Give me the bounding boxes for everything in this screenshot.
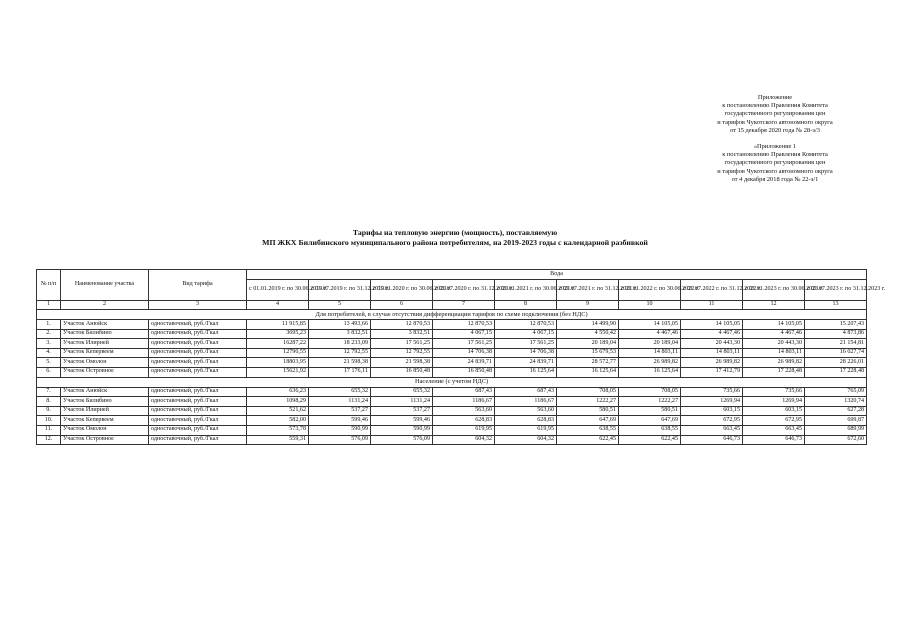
tariff-value-cell: 765,09 xyxy=(805,387,867,397)
tariff-value-cell: 14 803,11 xyxy=(619,348,681,358)
index-cell: 10 xyxy=(619,301,681,310)
row-number-cell: 1. xyxy=(37,320,61,330)
tariff-value-cell: 26 989,82 xyxy=(743,358,805,368)
tariff-value-cell: 16287,22 xyxy=(247,339,309,349)
tariff-value-cell: 689,99 xyxy=(805,425,867,435)
tariff-value-cell: 582,00 xyxy=(247,416,309,426)
header-row-top xyxy=(37,270,867,280)
section-title-2: Население (с учетом НДС) xyxy=(37,377,867,387)
tariff-value-cell: 16 027,74 xyxy=(805,348,867,358)
tariff-value-cell: 21 598,38 xyxy=(371,358,433,368)
site-name-cell: Участок Анюйск xyxy=(61,387,149,397)
tariff-value-cell: 28 226,01 xyxy=(805,358,867,368)
site-name-cell: Участок Островное xyxy=(61,367,149,377)
tariff-value-cell: 14 499,90 xyxy=(557,320,619,330)
site-name-cell: Участок Островное xyxy=(61,435,149,445)
tariff-value-cell: 12790,55 xyxy=(247,348,309,358)
title-line-2: МП ЖКХ Билибинского муниципального района потребителям, на 2019-2023 годы с календарной разбивкой xyxy=(262,237,648,247)
tariff-value-cell: 646,73 xyxy=(681,435,743,445)
tariff-value-cell: 521,62 xyxy=(247,406,309,416)
tariff-value-cell: 604,32 xyxy=(495,435,557,445)
row-number-cell: 4. xyxy=(37,348,61,358)
tariff-value-cell: 599,46 xyxy=(371,416,433,426)
header-period: с 01.01.2023 г. по 30.06.2023 г. xyxy=(743,280,805,301)
index-cell: 11 xyxy=(681,301,743,310)
appendix-line: и тарифов Чукотского автономного округа xyxy=(717,118,833,126)
site-name-cell: Участок Омолон xyxy=(61,425,149,435)
tariff-value-cell: 11 915,85 xyxy=(247,320,309,330)
header-period: с 01.01.2022 г. по 30.06.2022 г. xyxy=(619,280,681,301)
section-row-2 xyxy=(37,377,867,387)
table-row xyxy=(37,329,867,339)
row-number-cell: 7. xyxy=(37,387,61,397)
tariff-value-cell: 627,28 xyxy=(805,406,867,416)
header-period: с 01.01.2019 г. по 30.06.2019 г. xyxy=(247,280,309,301)
tariff-value-cell: 12 870,53 xyxy=(495,320,557,330)
tariff-value-cell: 628,83 xyxy=(433,416,495,426)
header-period: с 01.07.2022 г. по 31.12.2022 г. xyxy=(681,280,743,301)
tariff-value-cell: 17 561,25 xyxy=(371,339,433,349)
tariff-type-cell: одноставочный, руб./Гкал xyxy=(149,397,247,407)
site-name-cell: Участок Омолон xyxy=(61,358,149,368)
row-number-cell: 5. xyxy=(37,358,61,368)
tariff-value-cell: 603,15 xyxy=(743,406,805,416)
tariff-value-cell: 18 233,09 xyxy=(309,339,371,349)
tariff-value-cell: 735,66 xyxy=(743,387,805,397)
tariff-type-cell: одноставочный, руб./Гкал xyxy=(149,406,247,416)
table-row xyxy=(37,320,867,330)
site-name-cell: Участок Илирней xyxy=(61,339,149,349)
header-name: Наименование участка xyxy=(61,270,149,301)
tariff-value-cell: 17 561,25 xyxy=(495,339,557,349)
index-cell: 8 xyxy=(495,301,557,310)
tariff-value-cell: 1186,67 xyxy=(495,397,557,407)
tariff-value-cell: 28 572,77 xyxy=(557,358,619,368)
tariff-value-cell: 708,05 xyxy=(557,387,619,397)
tariff-table xyxy=(36,269,886,445)
table-row xyxy=(37,339,867,349)
index-cell: 12 xyxy=(743,301,805,310)
appendix-block xyxy=(680,94,870,184)
table-row xyxy=(37,435,867,445)
tariff-value-cell: 599,46 xyxy=(309,416,371,426)
tariff-type-cell: одноставочный, руб./Гкал xyxy=(149,339,247,349)
header-period: с 01.07.2019 г. по 31.12.2019 г. xyxy=(309,280,371,301)
tariff-value-cell: 1131,24 xyxy=(371,397,433,407)
table-row xyxy=(37,358,867,368)
tariff-value-cell: 16 850,48 xyxy=(371,367,433,377)
index-cell: 2 xyxy=(61,301,149,310)
header-no: № п/п xyxy=(37,270,61,301)
tariff-value-cell: 21 154,81 xyxy=(805,339,867,349)
tariff-value-cell: 655,32 xyxy=(309,387,371,397)
tariff-value-cell: 12 792,55 xyxy=(309,348,371,358)
tariff-value-cell: 12 792,55 xyxy=(371,348,433,358)
site-name-cell: Участок Илирней xyxy=(61,406,149,416)
tariff-value-cell: 17 412,79 xyxy=(681,367,743,377)
tariff-value-cell: 590,99 xyxy=(309,425,371,435)
row-number-cell: 3. xyxy=(37,339,61,349)
table-row xyxy=(37,425,867,435)
tariff-value-cell: 537,27 xyxy=(371,406,433,416)
tariff-value-cell: 628,83 xyxy=(495,416,557,426)
tariff-value-cell: 672,95 xyxy=(743,416,805,426)
title-line-1: Тарифы на тепловую энергию (мощность), поставляемую xyxy=(352,228,558,237)
tariff-value-cell: 647,69 xyxy=(557,416,619,426)
index-cell: 3 xyxy=(149,301,247,310)
appendix-line: государственного регулирования цен xyxy=(724,159,826,167)
tariff-value-cell: 3695,23 xyxy=(247,329,309,339)
tariff-value-cell: 735,66 xyxy=(681,387,743,397)
tariff-value-cell: 708,05 xyxy=(619,387,681,397)
tariff-value-cell: 580,51 xyxy=(557,406,619,416)
tariff-value-cell: 559,31 xyxy=(247,435,309,445)
tariff-value-cell: 14 803,11 xyxy=(681,348,743,358)
table-body xyxy=(37,301,867,445)
tariff-value-cell: 14 105,05 xyxy=(743,320,805,330)
tariff-value-cell: 15 679,53 xyxy=(557,348,619,358)
header-period: с 01.07.2023 г. по 31.12.2023 г. xyxy=(805,280,867,301)
tariff-type-cell: одноставочный, руб./Гкал xyxy=(149,416,247,426)
tariff-value-cell: 14 105,05 xyxy=(681,320,743,330)
index-cell: 4 xyxy=(247,301,309,310)
section-row-1 xyxy=(37,310,867,320)
tariff-value-cell: 15 207,43 xyxy=(805,320,867,330)
tariff-value-cell: 17 176,11 xyxy=(309,367,371,377)
tariff-value-cell: 4 550,42 xyxy=(557,329,619,339)
index-cell: 9 xyxy=(557,301,619,310)
tariff-value-cell: 622,45 xyxy=(619,435,681,445)
tariff-value-cell: 647,69 xyxy=(619,416,681,426)
tariff-value-cell: 655,32 xyxy=(371,387,433,397)
tariff-value-cell: 573,78 xyxy=(247,425,309,435)
appendix-line: к постановлению Правления Комитета xyxy=(722,151,828,159)
tariff-value-cell: 12 870,53 xyxy=(433,320,495,330)
tariff-value-cell: 576,09 xyxy=(371,435,433,445)
tariff-value-cell: 4 467,46 xyxy=(619,329,681,339)
tariff-value-cell: 14 706,38 xyxy=(433,348,495,358)
tariff-value-cell: 537,27 xyxy=(309,406,371,416)
tariff-value-cell: 15621,92 xyxy=(247,367,309,377)
tariff-value-cell: 17 228,48 xyxy=(743,367,805,377)
index-cell: 13 xyxy=(805,301,867,310)
tariff-value-cell: 687,43 xyxy=(495,387,557,397)
tariff-value-cell: 1098,29 xyxy=(247,397,309,407)
index-cell: 6 xyxy=(371,301,433,310)
tariff-value-cell: 622,45 xyxy=(557,435,619,445)
tariff-value-cell: 3 832,51 xyxy=(371,329,433,339)
tariff-value-cell: 1269,94 xyxy=(743,397,805,407)
tariff-type-cell: одноставочный, руб./Гкал xyxy=(149,367,247,377)
tariff-value-cell: 4 467,46 xyxy=(743,329,805,339)
tariff-value-cell: 1320,74 xyxy=(805,397,867,407)
row-number-cell: 11. xyxy=(37,425,61,435)
site-name-cell: Участок Кепервеем xyxy=(61,348,149,358)
tariff-value-cell: 20 443,30 xyxy=(681,339,743,349)
header-period: с 01.07.2021 г. по 31.12.2021 г. xyxy=(557,280,619,301)
site-name-cell: Участок Билибино xyxy=(61,397,149,407)
tariff-value-cell: 663,45 xyxy=(681,425,743,435)
tariff-value-cell: 20 443,30 xyxy=(743,339,805,349)
tariff-value-cell: 4 067,15 xyxy=(495,329,557,339)
header-group-water: Вода xyxy=(247,270,867,280)
table-row xyxy=(37,348,867,358)
tariff-value-cell: 16 850,48 xyxy=(433,367,495,377)
tariff-value-cell: 12 870,53 xyxy=(371,320,433,330)
tariff-value-cell: 619,95 xyxy=(433,425,495,435)
tariff-value-cell: 663,45 xyxy=(743,425,805,435)
tariff-value-cell: 18803,95 xyxy=(247,358,309,368)
tariff-value-cell: 580,51 xyxy=(619,406,681,416)
tariff-value-cell: 14 706,38 xyxy=(495,348,557,358)
document-title xyxy=(110,228,800,247)
site-name-cell: Участок Анюйск xyxy=(61,320,149,330)
tariff-value-cell: 1269,94 xyxy=(681,397,743,407)
tariff-value-cell: 672,95 xyxy=(681,416,743,426)
header-tariff-type: Вид тарифа xyxy=(149,270,247,301)
row-number-cell: 9. xyxy=(37,406,61,416)
index-cell: 7 xyxy=(433,301,495,310)
header-period: с 01.01.2020 г. по 30.06.2020 г. xyxy=(371,280,433,301)
header-period: с 01.01.2021 г. по 30.06.2021 г. xyxy=(495,280,557,301)
tariff-value-cell: 24 839,71 xyxy=(433,358,495,368)
tariff-value-cell: 563,60 xyxy=(495,406,557,416)
appendix-line: «Приложение 1 xyxy=(753,143,797,151)
tariff-value-cell: 1131,24 xyxy=(309,397,371,407)
tariff-value-cell: 14 803,11 xyxy=(743,348,805,358)
tariff-type-cell: одноставочный, руб./Гкал xyxy=(149,425,247,435)
appendix-line: от 4 декабря 2018 года № 22-э/1 xyxy=(731,175,819,183)
index-cell: 1 xyxy=(37,301,61,310)
tariff-value-cell: 4 067,15 xyxy=(433,329,495,339)
tariff-type-cell: одноставочный, руб./Гкал xyxy=(149,387,247,397)
tariff-value-cell: 1222,27 xyxy=(619,397,681,407)
tariff-value-cell: 4 467,46 xyxy=(681,329,743,339)
tariff-value-cell: 26 989,82 xyxy=(619,358,681,368)
tariff-value-cell: 699,87 xyxy=(805,416,867,426)
site-name-cell: Участок Билибино xyxy=(61,329,149,339)
tariff-value-cell: 687,43 xyxy=(433,387,495,397)
table-row xyxy=(37,387,867,397)
tariff-value-cell: 4 873,86 xyxy=(805,329,867,339)
tariff-value-cell: 24 839,71 xyxy=(495,358,557,368)
tariff-value-cell: 1222,27 xyxy=(557,397,619,407)
tariff-value-cell: 16 125,64 xyxy=(557,367,619,377)
tariff-value-cell: 603,15 xyxy=(681,406,743,416)
tariff-value-cell: 21 598,38 xyxy=(309,358,371,368)
index-cell: 5 xyxy=(309,301,371,310)
appendix-line: и тарифов Чукотского автономного округа xyxy=(717,167,833,175)
row-number-cell: 2. xyxy=(37,329,61,339)
table-row xyxy=(37,397,867,407)
appendix-line: Приложение xyxy=(757,94,793,101)
row-number-cell: 12. xyxy=(37,435,61,445)
tariff-value-cell: 26 989,82 xyxy=(681,358,743,368)
appendix-line: государственного регулирования цен xyxy=(724,110,826,118)
tariff-value-cell: 20 189,04 xyxy=(557,339,619,349)
tariff-value-cell: 13 493,66 xyxy=(309,320,371,330)
row-number-cell: 6. xyxy=(37,367,61,377)
section-title-1: Для потребителей, в случае отсутствия дифференциации тарифов по схеме подключения (без НДС) xyxy=(37,310,867,320)
tariff-type-cell: одноставочный, руб./Гкал xyxy=(149,358,247,368)
tariff-value-cell: 16 125,64 xyxy=(495,367,557,377)
tariff-value-cell: 590,99 xyxy=(371,425,433,435)
row-number-cell: 10. xyxy=(37,416,61,426)
tariff-type-cell: одноставочный, руб./Гкал xyxy=(149,435,247,445)
column-index-row xyxy=(37,301,867,310)
tariff-value-cell: 619,95 xyxy=(495,425,557,435)
table-row xyxy=(37,416,867,426)
tariff-value-cell: 17 561,25 xyxy=(433,339,495,349)
tariff-value-cell: 638,55 xyxy=(619,425,681,435)
tariff-value-cell: 17 228,48 xyxy=(805,367,867,377)
appendix-gap xyxy=(680,135,870,143)
appendix-line: от 15 декабря 2020 года № 28-э/3 xyxy=(730,126,820,134)
header-period: с 01.07.2020 г. по 31.12.2020 г. xyxy=(433,280,495,301)
tariff-value-cell: 16 125,64 xyxy=(619,367,681,377)
tariff-type-cell: одноставочный, руб./Гкал xyxy=(149,320,247,330)
tariff-value-cell: 563,60 xyxy=(433,406,495,416)
site-name-cell: Участок Кепервеем xyxy=(61,416,149,426)
tariff-value-cell: 14 105,05 xyxy=(619,320,681,330)
tariff-value-cell: 646,73 xyxy=(743,435,805,445)
table-row xyxy=(37,406,867,416)
tariff-value-cell: 604,32 xyxy=(433,435,495,445)
tariff-value-cell: 3 832,51 xyxy=(309,329,371,339)
tariff-value-cell: 672,60 xyxy=(805,435,867,445)
tariff-value-cell: 636,23 xyxy=(247,387,309,397)
tariff-value-cell: 638,55 xyxy=(557,425,619,435)
table-row xyxy=(37,367,867,377)
row-number-cell: 8. xyxy=(37,397,61,407)
tariff-type-cell: одноставочный, руб./Гкал xyxy=(149,329,247,339)
appendix-line: к постановлению Правления Комитета xyxy=(722,102,828,110)
tariff-value-cell: 1186,67 xyxy=(433,397,495,407)
tariff-type-cell: одноставочный, руб./Гкал xyxy=(149,348,247,358)
tariff-value-cell: 576,09 xyxy=(309,435,371,445)
tariff-value-cell: 20 189,04 xyxy=(619,339,681,349)
